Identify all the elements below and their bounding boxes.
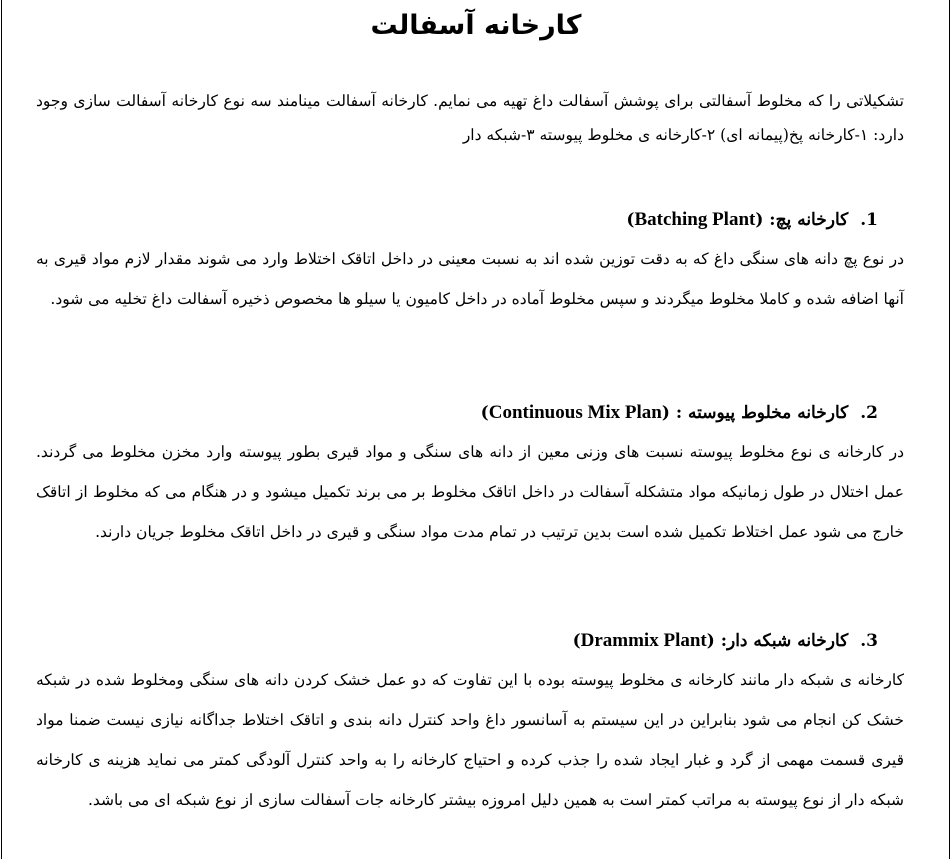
section-title-end: ) [626, 210, 635, 230]
section-body-continuous: در کارخانه ی نوع مخلوط پیوسته نسبت های وزنی معین از دانه های سنگی و مواد قیری بطور پیوسته وارد مخزن مخلوط می گردند. عمل اختلال در طول زمانیکه مواد متشکله آسفالت در داخل اتاقک مخلوط بر می برند تکمیل میشود و در هنگام می که مخلوط از اتاقک خارج می شود عمل اختلاط تکمیل شده است بدین ترتیب در تمام مدت مواد سنگی و قیری در داخل اتاقک مخلوط جریان دارند. [36, 443, 904, 541]
intro-paragraph: تشکیلاتی را که مخلوط آسفالتی برای پوشش آسفالت داغ تهیه می نمایم. کارخانه آسفالت مینامند سه نوع کارخانه آسفالت سازی وجود دارد: ۱-کارخانه پخ(پیمانه ای) ۲-کارخانه ی مخلوط پیوسته ۳-شبکه دار [36, 92, 904, 144]
page-title: کارخانه آسفالت [370, 10, 582, 41]
section-heading-drammix [573, 627, 878, 655]
section-title-end: ) [572, 631, 581, 651]
section-title-en: Drammix Plant [580, 630, 707, 651]
section-title-fa: کارخانه مخلوط پیوسته : ( [661, 403, 849, 423]
section-title-fa: کارخانه پچ: ( [755, 210, 849, 230]
section-body-drammix: کارخانه ی شبکه دار مانند کارخانه ی مخلوط پیوسته بوده با این تفاوت که دو عمل خشک کردن دانه های سنگی ومخلوط شده در شبکه خشک کن انجام می شود بنابراین در این سیستم به آسانسور داغ واحد کنترل دانه بندی و اتاقک اختلاط جداگانه نیازی نیست ضمنا مواد قیری قسمت مهمی از گرد و غبار ایجاد شده را جذب کرده و احتیاج کارخانه را به واحد کنترل آلودگی کمتر می نماید هزینه ی کارخانه شبکه دار از نوع پیوسته به مراتب کمتر است به همین دلیل امروزه بیشتر کارخانه جات آسفالت سازی از نوع شبکه ای می باشد. [36, 671, 904, 809]
section-heading-batching [626, 206, 878, 234]
section-number: 3. [860, 631, 878, 651]
section-body-batching: در نوع پچ دانه های سنگی داغ که به دقت توزین شده اند به نسبت معینی در داخل اتاقک اختلاط وارد می شوند مقدار لازم مواد قیری به آنها اضافه شده و کاملا مخلوط میگردند و سپس مخلوط آماده در داخل کامیون یا سیلو ها مخصوص ذخیره آسفالت داغ تخلیه می شود. [36, 250, 904, 308]
section-title-fa: کارخانه شبکه دار: ( [706, 631, 849, 651]
section-heading-continuous [481, 399, 878, 427]
section-title-end: ) [480, 403, 489, 423]
section-title-en: Continuous Mix Plan [488, 402, 662, 423]
section-number: 1. [860, 210, 878, 230]
section-title-en: Batching Plant [634, 209, 756, 230]
section-number: 2. [860, 403, 878, 423]
